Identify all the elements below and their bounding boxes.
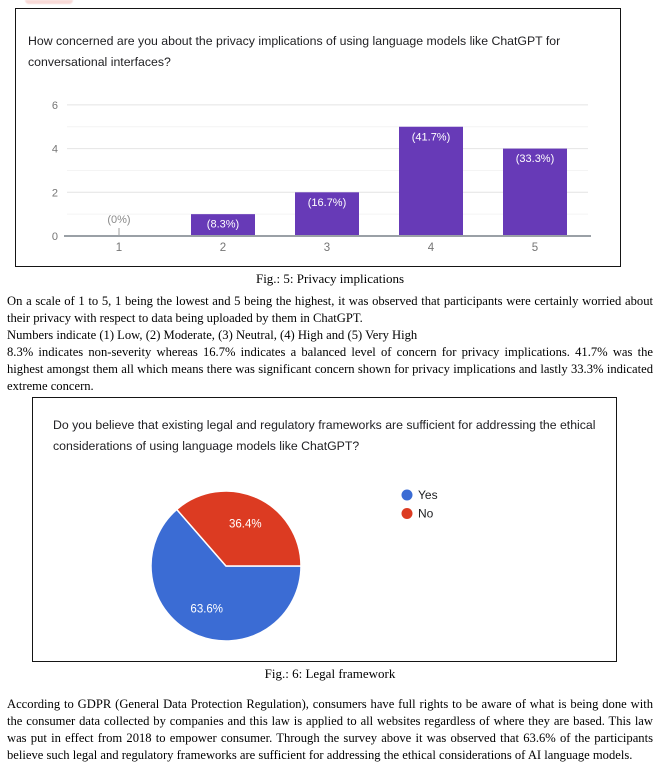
pie-slice-label: 36.4%: [228, 518, 262, 531]
x-axis-tick-label: 2: [219, 242, 227, 254]
y-axis-tick-label: 2: [51, 187, 58, 200]
bar-value-label: (33.3%): [515, 153, 555, 166]
paragraph: 8.3% indicates non-severity whereas 16.7% indicates a balanced level of concern for privacy implications. 41.7% was the highest amongst them all which means there was significant concern shown for privacy implications and lastly 33.3% indicated extreme concern.: [7, 345, 653, 393]
bar-chart-title: How concerned are you about the privacy implications of using language models like ChatGPT for conversational interfaces?: [28, 34, 561, 69]
bar-value-label: (8.3%): [206, 218, 240, 231]
privacy-bar-chart: [16, 79, 620, 267]
y-axis-tick-label: 0: [51, 231, 58, 243]
paragraph: According to GDPR (General Data Protection Regulation), consumers have full rights to be aware of what is being done with the consumer data collected by companies and this law is applied to all websites regardless of where they are based. This law was put in effect from 2018 to empower consumer. Through the survey above it was observed that 63.6% of the participants believe such legal and regulatory frameworks are sufficient for addressing the ethical considerations of AI language models.: [7, 697, 653, 762]
legend-swatch-no: [402, 508, 413, 519]
legend-swatch-yes: [402, 490, 413, 501]
zero-value-label: (0%): [107, 214, 131, 226]
legend-label-yes: Yes: [418, 488, 438, 502]
pie-chart-title: Do you believe that existing legal and regulatory frameworks are sufficient for addressing the ethical considerations of using language models like ChatGPT?: [53, 418, 596, 453]
cropped-highlight-artifact: [25, 0, 73, 4]
y-axis-tick-label: 4: [51, 143, 58, 156]
x-axis-tick-label: 3: [323, 242, 331, 254]
privacy-discussion-text: [7, 293, 653, 395]
figure6-caption: Fig.: 6: Legal framework: [264, 666, 396, 681]
gdpr-discussion-text: [7, 696, 653, 762]
figure5-caption: Fig.: 5: Privacy implications: [255, 271, 405, 286]
bar-value-label: (41.7%): [411, 131, 451, 144]
x-axis-tick-label: 1: [115, 242, 123, 254]
x-axis-tick-label: 4: [427, 242, 435, 254]
legal-framework-pie-chart: [33, 398, 615, 660]
pie-chart-card: [32, 397, 617, 662]
paragraph: Numbers indicate (1) Low, (2) Moderate, (3) Neutral, (4) High and (5) Very High: [7, 328, 418, 342]
bar-value-label: (16.7%): [307, 196, 347, 209]
pie-slice-label: 63.6%: [190, 603, 224, 616]
x-axis-tick-label: 5: [531, 242, 539, 254]
bar-chart-card: [15, 8, 621, 267]
paragraph: On a scale of 1 to 5, 1 being the lowest and 5 being the highest, it was observed that participants were certainly worried about their privacy with respect to data being uploaded by them in ChatGPT.: [7, 294, 653, 325]
legend-label-no: No: [418, 506, 434, 521]
y-axis-tick-label: 6: [51, 99, 58, 112]
